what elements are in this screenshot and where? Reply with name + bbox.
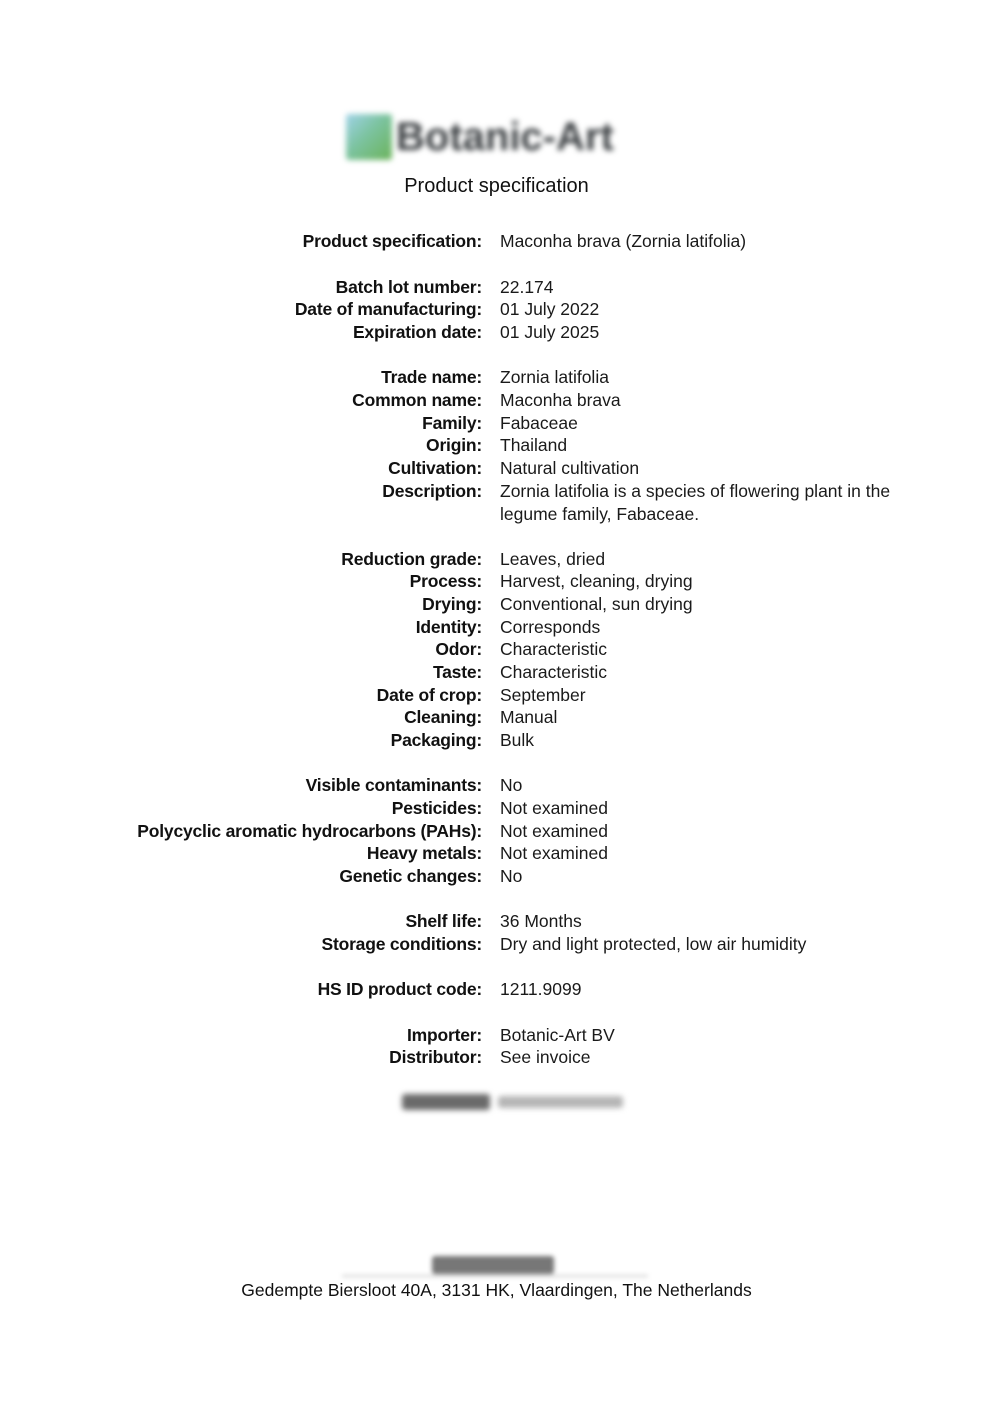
spec-value: Bulk: [500, 730, 535, 750]
spec-row-taste: [0, 661, 993, 684]
spec-value: Characteristic: [500, 662, 607, 682]
spec-label: Family:: [422, 413, 482, 433]
spec-row-drying: [0, 593, 993, 616]
spec-label: Polycyclic aromatic hydrocarbons (PAHs):: [137, 821, 482, 841]
spec-label: Cultivation:: [388, 458, 482, 478]
spec-value: Characteristic: [500, 639, 607, 659]
company-logo: [346, 112, 638, 162]
spec-value: Corresponds: [500, 617, 601, 637]
footer-address: Gedempte Biersloot 40A, 3131 HK, Vlaardingen, The Netherlands: [241, 1280, 752, 1300]
spec-label: Cleaning:: [404, 707, 482, 727]
spec-label: Common name:: [352, 390, 482, 410]
footer-divider: [342, 1275, 648, 1277]
spec-value: Maconha brava (Zornia latifolia): [500, 231, 747, 251]
redacted-signature-label: [402, 1094, 490, 1110]
spec-value: Conventional, sun drying: [500, 594, 693, 614]
page-title: Product specification: [404, 175, 589, 197]
spec-label: Shelf life:: [405, 911, 482, 931]
redacted-signature-value: [498, 1096, 623, 1108]
spec-label: Product specification:: [302, 231, 482, 251]
spec-value: September: [500, 685, 586, 705]
spec-value: Harvest, cleaning, drying: [500, 571, 693, 591]
spec-row-shelf-life: [0, 910, 993, 933]
spec-label: Expiration date:: [352, 322, 482, 342]
spec-row-date-of-manufacturing: [0, 298, 993, 321]
spec-value: Thailand: [500, 435, 568, 455]
spec-label: Description:: [382, 481, 482, 501]
spec-label: HS ID product code:: [317, 979, 482, 999]
spec-label: Reduction grade:: [341, 549, 482, 569]
spec-label: Taste:: [432, 662, 482, 682]
spec-label: Identity:: [415, 617, 482, 637]
spec-label: Date of manufacturing:: [294, 299, 482, 319]
redacted-signature-line: [380, 1092, 630, 1114]
spec-row-process: [0, 570, 993, 593]
spec-value: Not examined: [500, 843, 608, 863]
spec-row-storage-conditions: [0, 933, 993, 956]
spec-label: Trade name:: [381, 367, 482, 387]
spec-row-pahs: [0, 820, 993, 843]
spec-row-reduction-grade: [0, 548, 993, 571]
spec-row-origin: [0, 434, 993, 457]
spec-value: Botanic-Art BV: [500, 1025, 615, 1045]
spec-label: Packaging:: [390, 730, 482, 750]
spec-row-genetic-changes: [0, 865, 993, 888]
spec-row-common-name: [0, 389, 993, 412]
spec-value: Maconha brava: [500, 390, 621, 410]
spec-value: Zornia latifolia: [500, 367, 609, 387]
spec-value: See invoice: [500, 1047, 591, 1067]
spec-value: 1211.9099: [500, 979, 582, 999]
spec-row-cultivation: [0, 457, 993, 480]
spec-value: 01 July 2025: [500, 322, 600, 342]
leaf-logo-icon: [346, 114, 392, 160]
logo-text: Botanic-Art: [396, 115, 614, 159]
spec-row-distributor: [0, 1046, 993, 1069]
spec-row-odor: [0, 638, 993, 661]
spec-row-family: [0, 412, 993, 435]
spec-value: No: [500, 775, 523, 795]
spec-value: Manual: [500, 707, 558, 727]
spec-label: Storage conditions:: [321, 934, 482, 954]
spec-value: Not examined: [500, 798, 608, 818]
spec-label: Distributor:: [389, 1047, 482, 1067]
spec-value: Dry and light protected, low air humidity: [500, 934, 807, 954]
spec-value: No: [500, 866, 523, 886]
spec-value: 22.174: [500, 277, 554, 297]
spec-value: Not examined: [500, 821, 608, 841]
spec-row-packaging: [0, 729, 993, 752]
spec-label: Batch lot number:: [335, 277, 482, 297]
spec-value: 36 Months: [500, 911, 582, 931]
redacted-footer-stamp: [342, 1254, 648, 1278]
spec-row-importer: [0, 1024, 993, 1047]
spec-row-hs-id-product-code: [0, 978, 993, 1001]
spec-row-identity: [0, 616, 993, 639]
spec-label: Process:: [409, 571, 482, 591]
spec-value: Zornia latifolia is a species of flowering plant in the legume family, Fabaceae.: [500, 481, 891, 524]
spec-row-date-of-crop: [0, 684, 993, 707]
spec-row-trade-name: [0, 366, 993, 389]
spec-value: Natural cultivation: [500, 458, 640, 478]
spec-row-description: [0, 480, 993, 526]
spec-label: Heavy metals:: [366, 843, 482, 863]
spec-value: 01 July 2022: [500, 299, 600, 319]
spec-value: Leaves, dried: [500, 549, 606, 569]
spec-row-pesticides: [0, 797, 993, 820]
spec-row-expiration-date: [0, 321, 993, 344]
spec-row-heavy-metals: [0, 842, 993, 865]
redacted-stamp-box: [432, 1256, 554, 1274]
spec-label: Visible contaminants:: [305, 775, 482, 795]
spec-row-product-specification: [0, 230, 993, 253]
spec-label: Drying:: [422, 594, 482, 614]
spec-value: Fabaceae: [500, 413, 578, 433]
spec-label: Odor:: [435, 639, 482, 659]
spec-label: Pesticides:: [391, 798, 482, 818]
spec-label: Date of crop:: [376, 685, 482, 705]
spec-row-visible-contaminants: [0, 774, 993, 797]
spec-label: Genetic changes:: [339, 866, 482, 886]
spec-row-cleaning: [0, 706, 993, 729]
spec-label: Origin:: [426, 435, 482, 455]
spec-label: Importer:: [406, 1025, 482, 1045]
spec-row-batch-lot-number: [0, 276, 993, 299]
